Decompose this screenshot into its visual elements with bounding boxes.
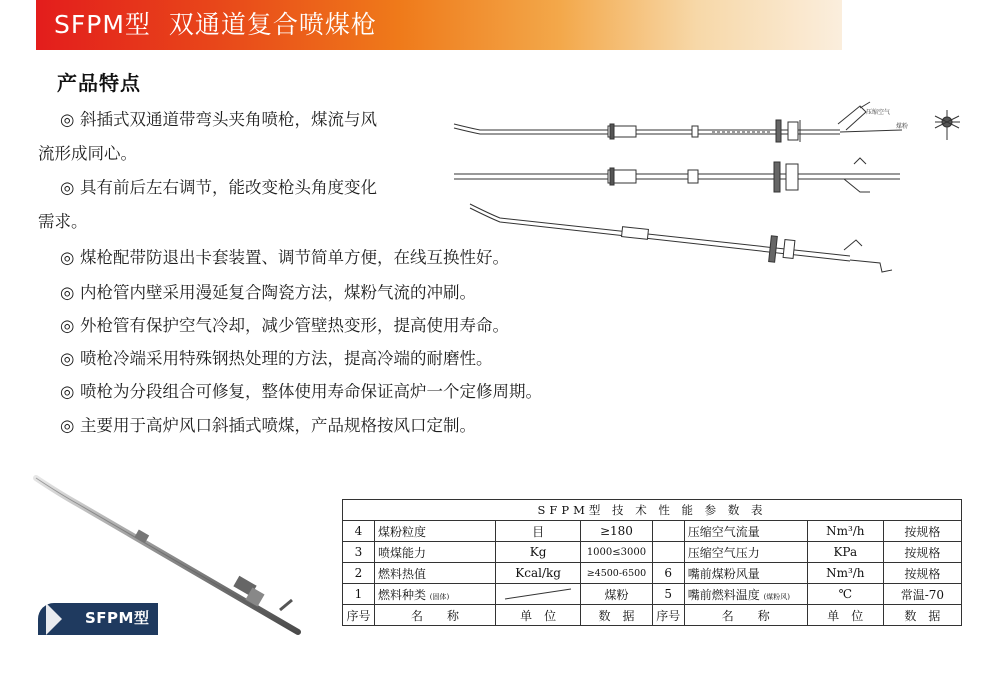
cell-name-text: 燃料种类 bbox=[377, 587, 426, 602]
feature-item-continued bbox=[38, 143, 137, 165]
header-value: 数 据 bbox=[581, 605, 653, 626]
cell-name2: 压缩空气压力 bbox=[684, 542, 807, 563]
cell-name2-text: 嘴前燃料温度 bbox=[687, 587, 760, 602]
header-unit: 单 位 bbox=[496, 605, 581, 626]
cell-no: 4 bbox=[343, 521, 375, 542]
cell-value2: 按规格 bbox=[883, 542, 961, 563]
cell-no: 3 bbox=[343, 542, 375, 563]
bullet-icon: ◎ bbox=[60, 248, 75, 267]
empty-slash-icon bbox=[499, 588, 577, 600]
bullet-icon: ◎ bbox=[60, 349, 75, 368]
feature-text: 喷枪冷端采用特殊钢热处理的方法，提高冷端的耐磨性。 bbox=[80, 349, 493, 368]
cell-value: ≥4500-6500 bbox=[581, 563, 653, 584]
feature-item bbox=[60, 282, 476, 304]
cell-unit: Kcal/kg bbox=[496, 563, 581, 584]
cell-value2: 按规格 bbox=[883, 563, 961, 584]
cell-no2 bbox=[652, 521, 684, 542]
banner-title bbox=[54, 7, 377, 43]
feature-item bbox=[60, 177, 377, 199]
coal-label: 煤粉 bbox=[896, 123, 909, 130]
feature-text: 内枪管内壁采用漫延复合陶瓷方法，煤粉气流的冲刷。 bbox=[80, 283, 476, 302]
header-name: 名 称 bbox=[374, 605, 495, 626]
header-no: 序号 bbox=[343, 605, 375, 626]
feature-text: 外枪管有保护空气冷却，减少管壁热变形，提高使用寿命。 bbox=[80, 316, 509, 335]
header-name2: 名 称 bbox=[684, 605, 807, 626]
bullet-icon: ◎ bbox=[60, 110, 75, 129]
table-header-row bbox=[343, 605, 962, 626]
cell-value2: 常温-70 bbox=[883, 584, 961, 605]
feature-text: 需求。 bbox=[38, 212, 88, 231]
cell-no: 1 bbox=[343, 584, 375, 605]
lance-technical-drawings bbox=[440, 100, 980, 285]
cell-name: 煤粉粒度 bbox=[374, 521, 495, 542]
cell-name2: 压缩空气流量 bbox=[684, 521, 807, 542]
cell-unit2: KPa bbox=[807, 542, 883, 563]
bullet-icon: ◎ bbox=[60, 178, 75, 197]
cell-value: ≥180 bbox=[581, 521, 653, 542]
cell-name2-note: (煤粉风) bbox=[763, 592, 791, 601]
feature-item bbox=[60, 415, 476, 437]
cell-name bbox=[374, 584, 495, 605]
header-no2: 序号 bbox=[652, 605, 684, 626]
header-unit2: 单 位 bbox=[807, 605, 883, 626]
cell-unit: Kg bbox=[496, 542, 581, 563]
cell-no: 2 bbox=[343, 563, 375, 584]
cell-unit2: Nm³/h bbox=[807, 521, 883, 542]
bullet-icon: ◎ bbox=[60, 416, 75, 435]
cell-unit2: Nm³/h bbox=[807, 563, 883, 584]
cell-value: 煤粉 bbox=[581, 584, 653, 605]
banner-model: SFPM型 bbox=[54, 10, 151, 39]
feature-item bbox=[60, 315, 509, 337]
cell-unit: 目 bbox=[496, 521, 581, 542]
cell-name: 喷煤能力 bbox=[374, 542, 495, 563]
table-row bbox=[343, 521, 962, 542]
feature-text: 煤枪配带防退出卡套装置、调节简单方便，在线互换性好。 bbox=[80, 248, 509, 267]
cell-unit bbox=[496, 584, 581, 605]
table-row bbox=[343, 584, 962, 605]
cell-no2: 5 bbox=[652, 584, 684, 605]
feature-item bbox=[60, 348, 493, 370]
feature-item bbox=[60, 109, 377, 131]
cell-name-note: (固体) bbox=[429, 592, 450, 601]
cell-name: 燃料热值 bbox=[374, 563, 495, 584]
bullet-icon: ◎ bbox=[60, 316, 75, 335]
header-value2: 数 据 bbox=[883, 605, 961, 626]
spec-table-caption: SFPM型 技 术 性 能 参 数 表 bbox=[343, 500, 962, 521]
cell-value2: 按规格 bbox=[883, 521, 961, 542]
cell-name2 bbox=[684, 584, 807, 605]
section-title: 产品特点 bbox=[57, 71, 141, 95]
cell-no2: 6 bbox=[652, 563, 684, 584]
feature-text: 喷枪为分段组合可修复，整体使用寿命保证高炉一个定修周期。 bbox=[80, 382, 542, 401]
air-label: 压缩空气 bbox=[866, 109, 891, 116]
cell-no2 bbox=[652, 542, 684, 563]
bullet-icon: ◎ bbox=[60, 283, 75, 302]
title-banner bbox=[36, 0, 842, 50]
feature-text: 流形成同心。 bbox=[38, 144, 137, 163]
banner-product-name: 双通道复合喷煤枪 bbox=[168, 10, 377, 39]
bullet-icon: ◎ bbox=[60, 382, 75, 401]
feature-item bbox=[60, 381, 542, 403]
model-badge-text: SFPM型 bbox=[85, 609, 150, 627]
feature-text: 主要用于高炉风口斜插式喷煤，产品规格按风口定制。 bbox=[80, 416, 476, 435]
spec-table bbox=[342, 499, 962, 626]
table-row bbox=[343, 542, 962, 563]
model-badge bbox=[38, 603, 158, 635]
badge-arrow-icon bbox=[46, 603, 76, 635]
feature-text: 斜插式双通道带弯头夹角喷枪，煤流与风 bbox=[80, 110, 377, 129]
cell-name2: 嘴前煤粉风量 bbox=[684, 563, 807, 584]
cell-value: 1000≤3000 bbox=[581, 542, 653, 563]
feature-text: 具有前后左右调节，能改变枪头角度变化 bbox=[80, 178, 377, 197]
feature-item-continued bbox=[38, 211, 88, 233]
cell-unit2: ℃ bbox=[807, 584, 883, 605]
table-row bbox=[343, 563, 962, 584]
